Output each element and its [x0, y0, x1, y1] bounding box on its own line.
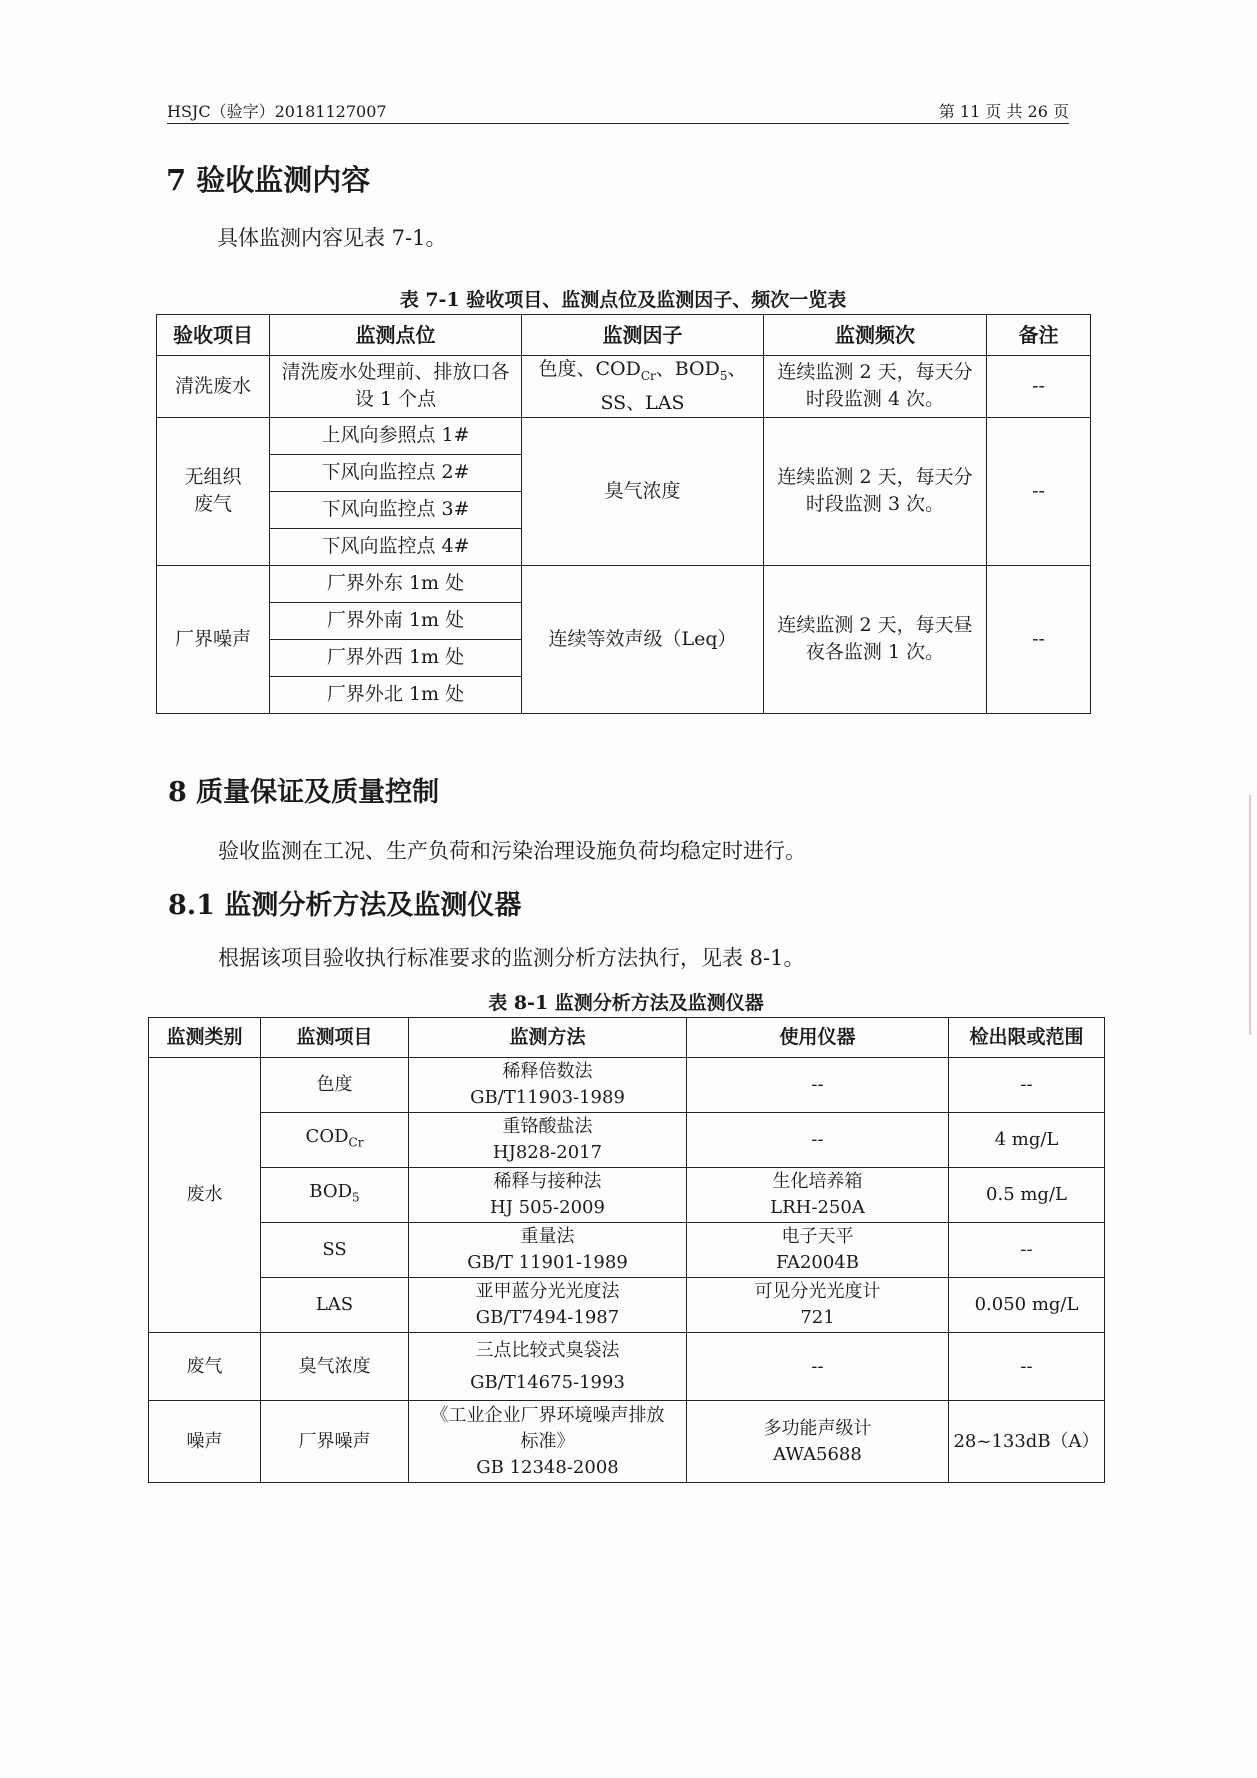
- monitoring-factor: 臭气浓度: [522, 417, 764, 565]
- table-7-1-caption: 表 7-1 验收项目、监测点位及监测因子、频次一览表: [399, 289, 847, 311]
- monitoring-method: 稀释倍数法 GB/T11903-1989: [409, 1058, 687, 1113]
- detection-limit: 0.050 mg/L: [949, 1278, 1105, 1333]
- instrument: 生化培养箱 LRH-250A: [687, 1168, 949, 1223]
- monitoring-point: 厂界外南 1m 处: [270, 602, 522, 639]
- monitoring-category: 噪声: [149, 1401, 261, 1483]
- col-header: 监测方法: [409, 1018, 687, 1058]
- section-8-title: 8 质量保证及质量控制: [168, 777, 440, 808]
- table-header-row: [157, 315, 1091, 356]
- monitoring-factor: 色度、$COD_{Cr}$、$BOD_5$、SS、LAS: [522, 356, 764, 418]
- table-header-row: [149, 1018, 1105, 1058]
- table-row: [149, 1333, 1105, 1401]
- remark: --: [987, 356, 1091, 418]
- instrument: 多功能声级计 AWA5688: [687, 1401, 949, 1483]
- table-row: [149, 1223, 1105, 1278]
- detection-limit: 28~133dB（A）: [949, 1401, 1105, 1483]
- acceptance-item: 无组织废气: [157, 417, 270, 565]
- monitoring-point: 上风向参照点 1#: [270, 417, 522, 454]
- table-row: [149, 1113, 1105, 1168]
- instrument: 可见分光光度计 721: [687, 1278, 949, 1333]
- scan-edge-stamp: [1249, 795, 1257, 1035]
- detection-limit: 4 mg/L: [949, 1113, 1105, 1168]
- acceptance-item: 厂界噪声: [157, 565, 270, 713]
- monitoring-method: 亚甲蓝分光光度法 GB/T7494-1987: [409, 1278, 687, 1333]
- section-8-1-title: 8.1 监测分析方法及监测仪器: [168, 890, 522, 921]
- monitoring-item: LAS: [261, 1278, 409, 1333]
- col-header: 监测因子: [522, 315, 764, 356]
- table-8-1: [148, 1017, 1105, 1483]
- acceptance-item: 清洗废水: [157, 356, 270, 418]
- instrument: --: [687, 1058, 949, 1113]
- monitoring-point: 厂界外东 1m 处: [270, 565, 522, 602]
- table-row: [157, 565, 1091, 602]
- monitoring-method: 三点比较式臭袋法 GB/T14675-1993: [409, 1333, 687, 1401]
- monitoring-point: 下风向监控点 3#: [270, 491, 522, 528]
- monitoring-item: $COD_{Cr}$: [261, 1113, 409, 1168]
- table-row: [149, 1401, 1105, 1483]
- monitoring-point: 清洗废水处理前、排放口各设 1 个点: [270, 356, 522, 418]
- monitoring-method: 《工业企业厂界环境噪声排放标准》 GB 12348-2008: [409, 1401, 687, 1483]
- detection-limit: --: [949, 1223, 1105, 1278]
- instrument: --: [687, 1113, 949, 1168]
- monitoring-frequency: 连续监测 2 天，每天昼夜各监测 1 次。: [764, 565, 987, 713]
- remark: --: [987, 565, 1091, 713]
- detection-limit: 0.5 mg/L: [949, 1168, 1105, 1223]
- monitoring-item: $BOD_5$: [261, 1168, 409, 1223]
- monitoring-category: 废水: [149, 1058, 261, 1333]
- page-header: [167, 99, 1069, 124]
- section-7-intro: 具体监测内容见表 7-1。: [217, 226, 447, 250]
- col-header: 使用仪器: [687, 1018, 949, 1058]
- monitoring-point: 厂界外西 1m 处: [270, 639, 522, 676]
- col-header: 监测频次: [764, 315, 987, 356]
- page-number: 第 11 页 共 26 页: [938, 102, 1069, 121]
- col-header: 备注: [987, 315, 1091, 356]
- monitoring-method: 重量法 GB/T 11901-1989: [409, 1223, 687, 1278]
- table-row: [157, 417, 1091, 454]
- monitoring-category: 废气: [149, 1333, 261, 1401]
- monitoring-frequency: 连续监测 2 天，每天分时段监测 3 次。: [764, 417, 987, 565]
- col-header: 监测类别: [149, 1018, 261, 1058]
- document-id: HSJC（验字）20181127007: [167, 102, 387, 121]
- monitoring-item: 臭气浓度: [261, 1333, 409, 1401]
- monitoring-point: 下风向监控点 4#: [270, 528, 522, 565]
- detection-limit: --: [949, 1333, 1105, 1401]
- monitoring-point: 下风向监控点 2#: [270, 454, 522, 491]
- col-header: 检出限或范围: [949, 1018, 1105, 1058]
- section-8-1-intro: 根据该项目验收执行标准要求的监测分析方法执行，见表 8-1。: [218, 946, 805, 970]
- instrument: 电子天平 FA2004B: [687, 1223, 949, 1278]
- col-header: 验收项目: [157, 315, 270, 356]
- monitoring-frequency: 连续监测 2 天，每天分时段监测 4 次。: [764, 356, 987, 418]
- table-row: [149, 1278, 1105, 1333]
- section-7-title: 7 验收监测内容: [166, 163, 371, 197]
- detection-limit: --: [949, 1058, 1105, 1113]
- monitoring-method: 重铬酸盐法 HJ828-2017: [409, 1113, 687, 1168]
- section-8-intro: 验收监测在工况、生产负荷和污染治理设施负荷均稳定时进行。: [218, 839, 806, 863]
- table-7-1: [156, 314, 1091, 714]
- table-row: [157, 356, 1091, 418]
- table-row: [149, 1168, 1105, 1223]
- col-header: 监测点位: [270, 315, 522, 356]
- monitoring-point: 厂界外北 1m 处: [270, 676, 522, 713]
- remark: --: [987, 417, 1091, 565]
- col-header: 监测项目: [261, 1018, 409, 1058]
- table-8-1-caption: 表 8-1 监测分析方法及监测仪器: [488, 992, 764, 1014]
- monitoring-method: 稀释与接种法 HJ 505-2009: [409, 1168, 687, 1223]
- monitoring-factor: 连续等效声级（Leq）: [522, 565, 764, 713]
- instrument: --: [687, 1333, 949, 1401]
- monitoring-item: SS: [261, 1223, 409, 1278]
- table-row: [149, 1058, 1105, 1113]
- monitoring-item: 厂界噪声: [261, 1401, 409, 1483]
- monitoring-item: 色度: [261, 1058, 409, 1113]
